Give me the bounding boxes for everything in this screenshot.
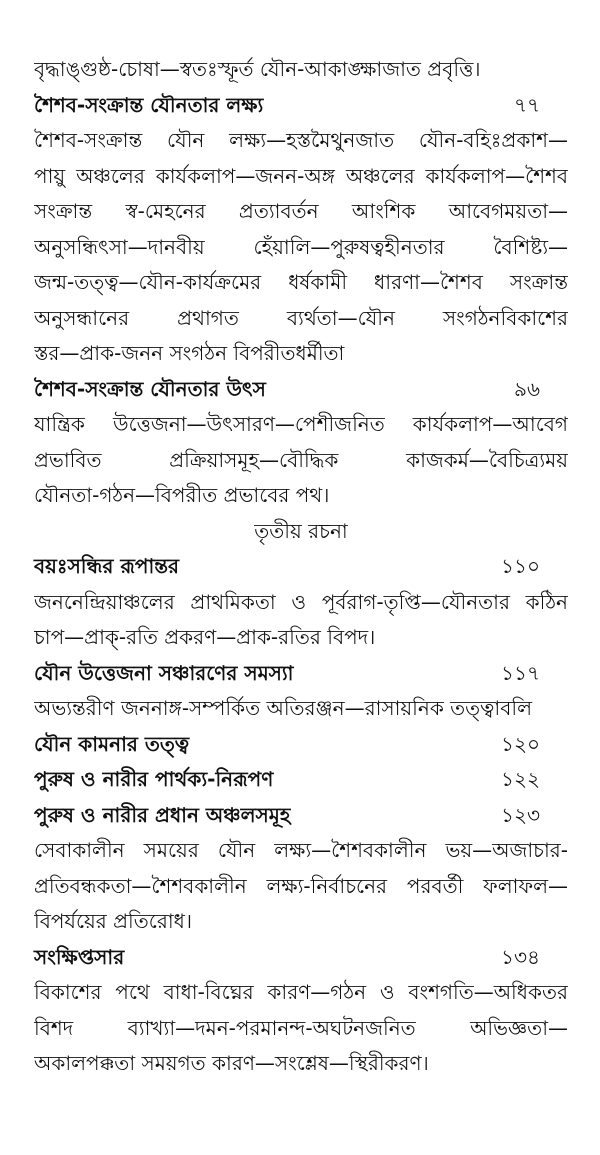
toc-entry-heading (34, 762, 568, 798)
toc-entry-heading (34, 88, 568, 124)
toc-entry-description-line: অনুসন্ধিৎসা—দানবীয় হেঁয়ালি—পুরুষত্বহীনতার বৈশিষ্ট্য— (34, 234, 568, 259)
toc-entry-title: পুরুষ ও নারীর প্রধান অঞ্চলসমূহ (34, 802, 291, 827)
toc-entry-description-line: অনুসন্ধানের প্রথাগত ব্যর্থতা—যৌন সংগঠনবিকাশের (34, 305, 568, 330)
toc-entry-description-line: সংক্রান্ত স্ব-মেহনের প্রত্যাবর্তন আংশিক আবেগময়তা— (34, 199, 568, 223)
toc-entry-title: শৈশব-সংক্রান্ত যৌনতার লক্ষ্য (34, 92, 264, 117)
toc-entry-description-line: অকালপক্কতা সময়গত কারণ—সংশ্লেষ—স্থিরীকরণ। (34, 1051, 429, 1075)
toc-entry-heading (34, 798, 568, 834)
toc-entry-heading (34, 372, 568, 408)
toc-entry-description-line: যান্ত্রিক উত্তেজনা—উৎসারণ—পেশীজনিত কার্যকলাপ—আবেগ (34, 412, 568, 436)
toc-entry-page-number: ১২৩ (501, 802, 540, 827)
toc-entry-page-number: ১১০ (501, 554, 540, 578)
toc-entry-description-line: বিশদ ব্যাখ্যা—দমন-পরমানন্দ-অঘটনজনিত অভিজ্ঞতা— (34, 1015, 568, 1040)
toc-entry-heading (34, 940, 568, 976)
toc-entry-page-number: ১২২ (501, 767, 540, 791)
toc-entry-page-number: ৯৬ (514, 376, 540, 401)
toc-entry-title: বয়ঃসন্ধির রূপান্তর (34, 554, 180, 578)
toc-entry-heading (34, 727, 568, 763)
toc-entry-heading (34, 549, 568, 585)
toc-intro-line: বৃদ্ধাঙ্গুষ্ঠ-চোষা—স্বতঃস্ফূর্ত যৌন-আকাঙ্ক্ষাজাত প্রবৃত্তি। (34, 57, 481, 81)
toc-entry-page-number: ১১৭ (501, 660, 540, 685)
toc-entry-page-number: ১২০ (501, 731, 540, 756)
toc-entry-title: যৌন কামনার তত্ত্ব (34, 731, 190, 756)
toc-entry-description-line: জননেন্দ্রিয়াঞ্চলের প্রাথমিকতা ও পূর্বরাগ-তৃপ্তি—যৌনতার কঠিন (34, 589, 568, 614)
toc-entry-description-line: চাপ—প্রাক্-রতি প্রকরণ—প্রাক-রতির বিপদ। (34, 625, 376, 649)
toc-entry-description-line: প্রতিবন্ধকতা—শৈশবকালীন লক্ষ্য-নির্বাচনের পরবর্তী ফলাফল— (34, 873, 568, 898)
toc-entry-title: পুরুষ ও নারীর পার্থক্য-নিরূপণ (34, 767, 274, 791)
toc-entry-description-line: শৈশব-সংক্রান্ত যৌন লক্ষ্য—হস্তমৈথুনজাত যৌন-বহিঃপ্রকাশ— (34, 128, 568, 152)
toc-entry-heading (34, 656, 568, 692)
toc-entry-description-line: স্তর—প্রাক-জনন সংগঠন বিপরীতধর্মীতা (34, 341, 345, 365)
toc-entry-description-line: জন্ম-তত্ত্ব—যৌন-কার্যক্রমের ধর্ষকামী ধারণা—শৈশব সংক্রান্ত (34, 270, 568, 294)
section-heading: তৃতীয় রচনা (254, 518, 348, 543)
toc-entry-description-line: সেবাকালীন সময়ের যৌন লক্ষ্য—শৈশবকালীন ভয়—অজাচার- (34, 838, 568, 862)
toc-entry-page-number: ৭৭ (513, 92, 540, 117)
toc-entry-description-line: বিপর্যয়ের প্রতিরোধ। (34, 909, 192, 933)
toc-entry-page-number: ১৩৪ (501, 944, 540, 969)
toc-entry-description-line: বিকাশের পথে বাধা-বিঘ্নের কারণ—গঠন ও বংশগতি—অধিকতর (34, 980, 568, 1004)
toc-entry-description-line: অভ্যন্তরীণ জননাঙ্গ-সম্পর্কিত অতিরঞ্জন—রাসায়নিক তত্ত্বাবলি (34, 696, 532, 720)
toc-entry-description-line: প্রভাবিত প্রক্রিয়াসমূহ—বৌদ্ধিক কাজকর্ম—বৈচিত্র্যময় (34, 447, 568, 472)
toc-entry-title: শৈশব-সংক্রান্ত যৌনতার উৎস (34, 376, 266, 401)
toc-entry-title: যৌন উত্তেজনা সঞ্চারণের সমস্যা (34, 660, 294, 685)
toc-entry-description-line: যৌনতা-গঠন—বিপরীত প্রভাবের পথ। (34, 483, 330, 507)
toc-entry-description-line: পায়ু অঞ্চলের কার্যকলাপ—জনন-অঙ্গ অঞ্চলের কার্যকলাপ—শৈশব (34, 163, 568, 188)
toc-entry-title: সংক্ষিপ্তসার (34, 944, 125, 969)
